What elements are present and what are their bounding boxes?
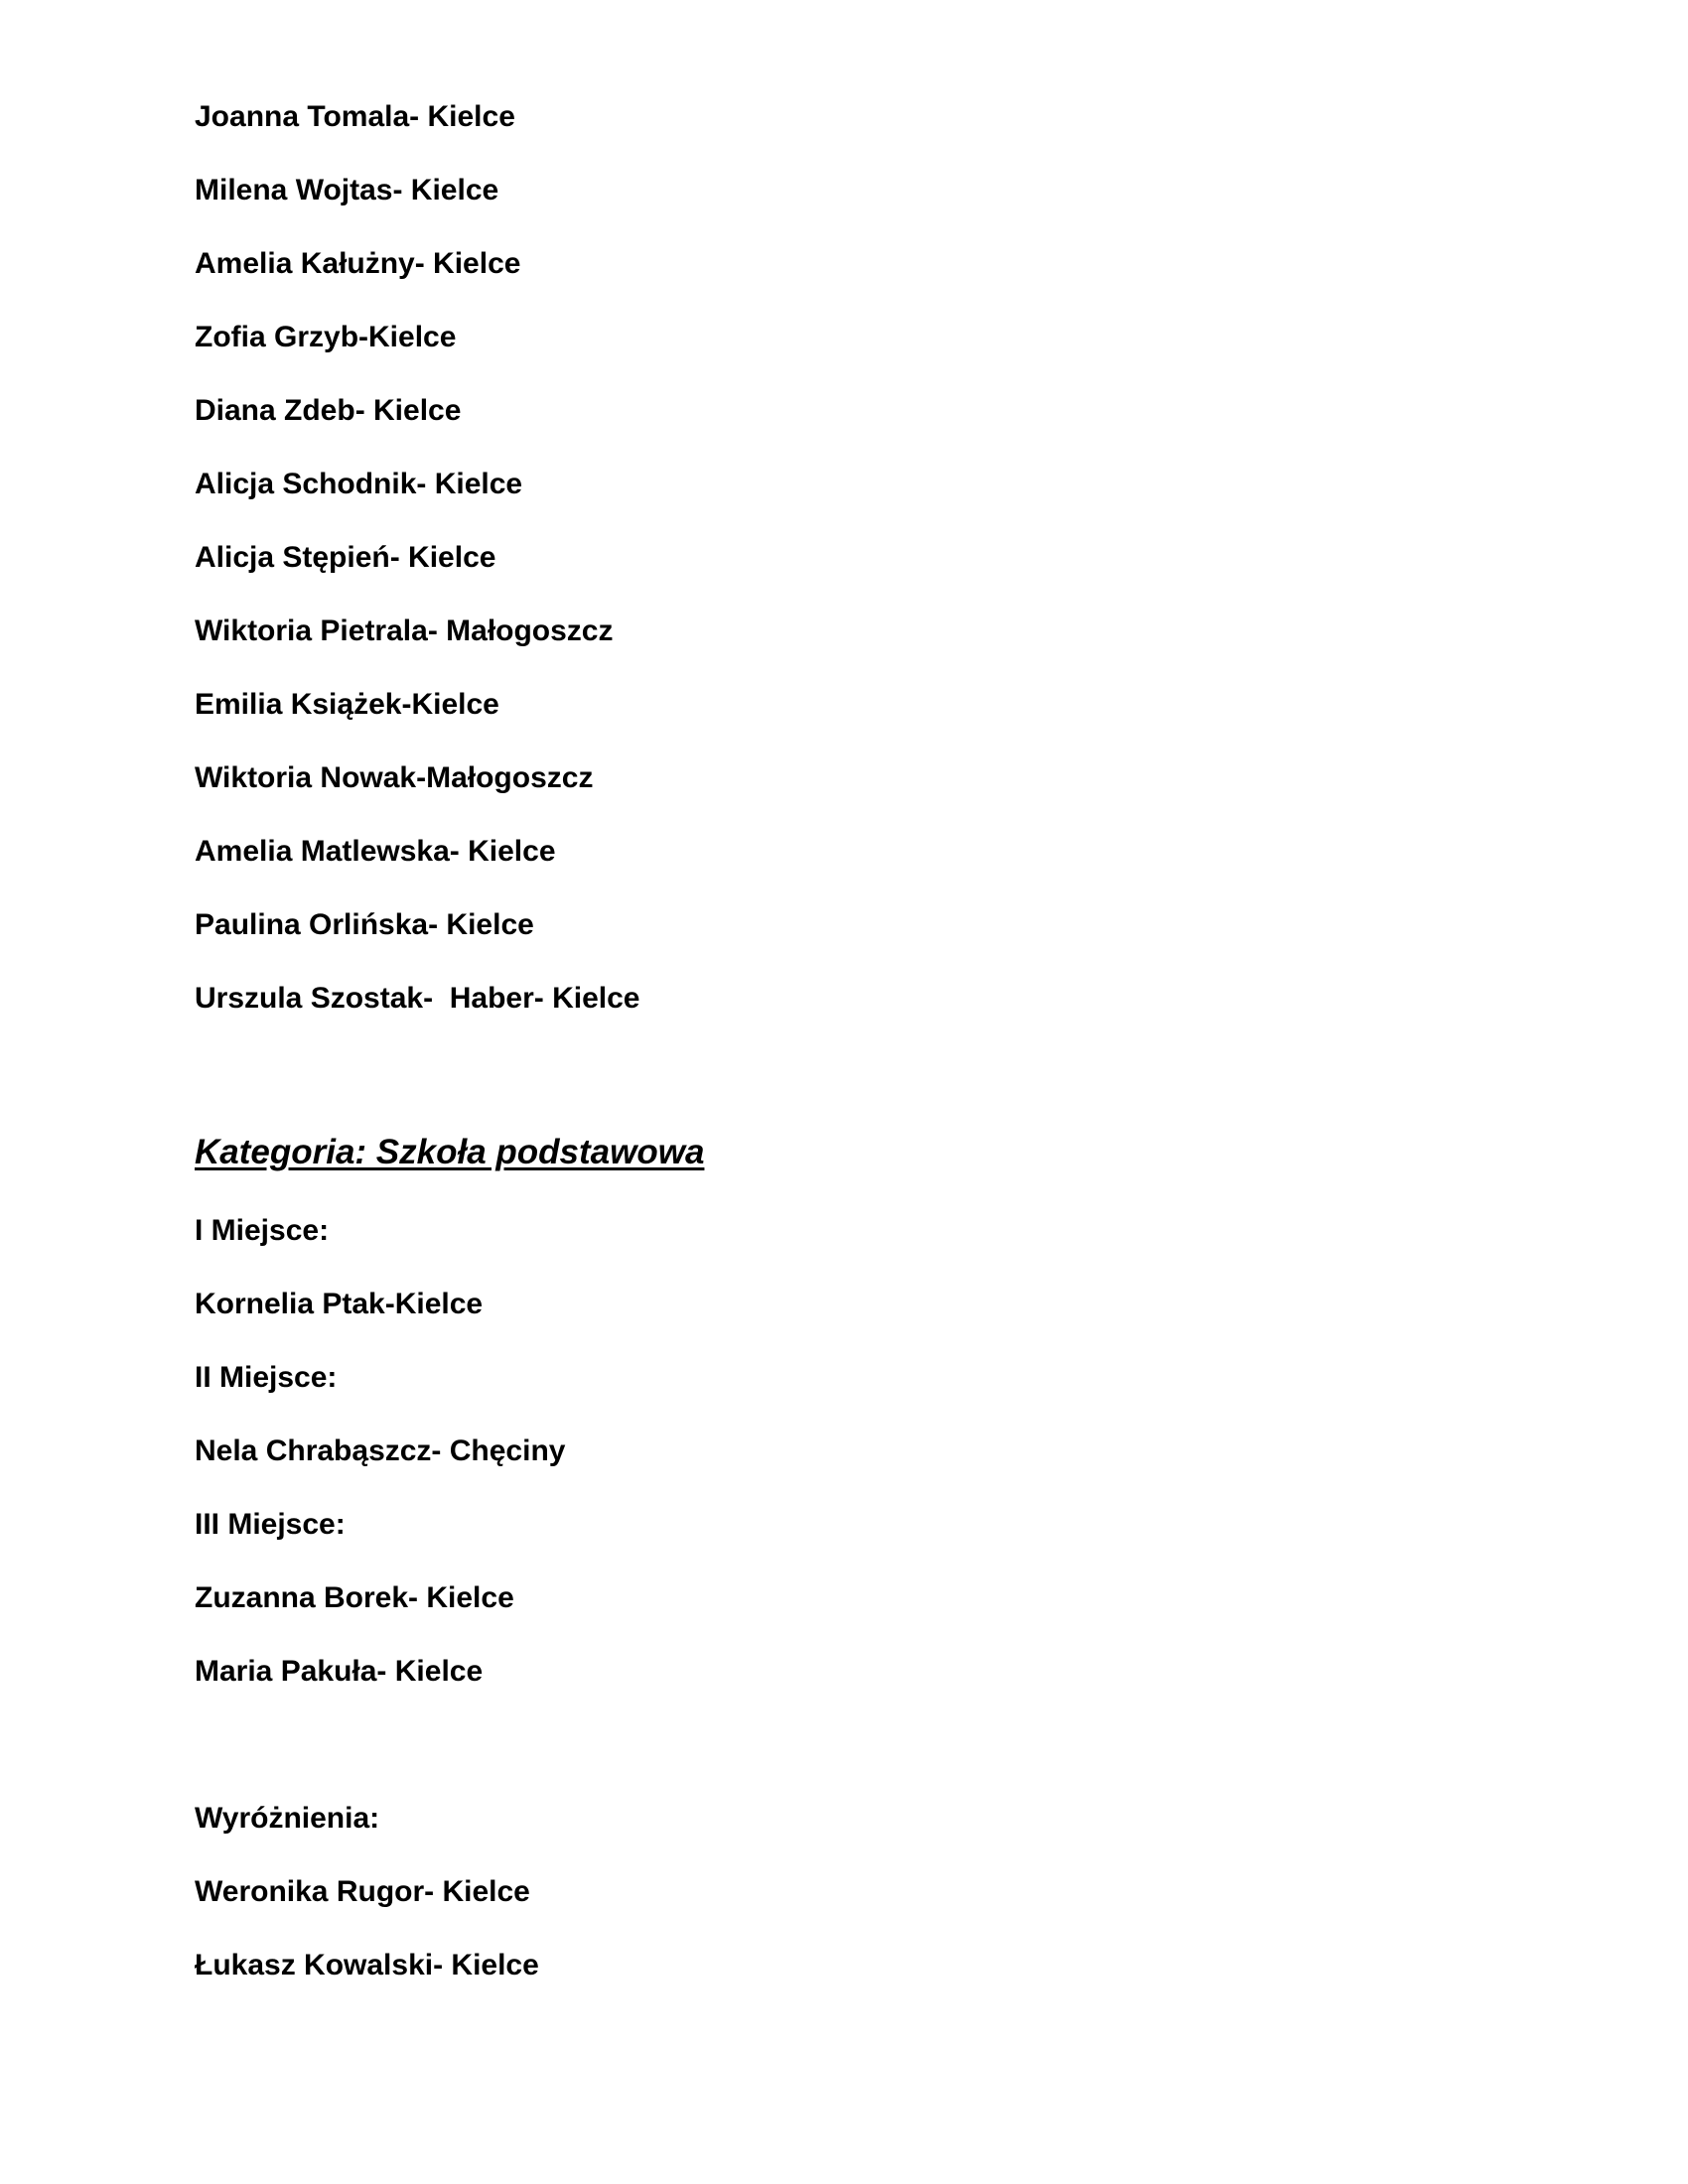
list-item: Paulina Orlińska- Kielce [195, 908, 534, 941]
third-place-label: III Miejsce: [195, 1508, 346, 1541]
list-item: Wiktoria Pietrala- Małogoszcz [195, 614, 614, 647]
honors-label: Wyróżnienia: [195, 1802, 380, 1835]
list-item: Joanna Tomala- Kielce [195, 100, 515, 133]
list-item: Emilia Książek-Kielce [195, 688, 499, 721]
list-item: Zuzanna Borek- Kielce [195, 1581, 514, 1614]
list-item: Wiktoria Nowak-Małogoszcz [195, 761, 594, 794]
list-item: Maria Pakuła- Kielce [195, 1655, 484, 1688]
list-item: Alicja Stępień- Kielce [195, 541, 496, 574]
list-item: Nela Chrabąszcz- Chęciny [195, 1434, 566, 1467]
first-place-label: I Miejsce: [195, 1214, 330, 1247]
list-item: Diana Zdeb- Kielce [195, 394, 462, 427]
list-item: Amelia Matlewska- Kielce [195, 835, 556, 868]
list-item: Łukasz Kowalski- Kielce [195, 1949, 539, 1981]
list-item: Amelia Kałużny- Kielce [195, 247, 521, 280]
list-item: Alicja Schodnik- Kielce [195, 468, 523, 500]
list-item: Kornelia Ptak-Kielce [195, 1288, 484, 1320]
list-item: Weronika Rugor- Kielce [195, 1875, 530, 1908]
section-heading: Kategoria: Szkoła podstawowa [195, 1133, 705, 1171]
list-item: Urszula Szostak- Haber- Kielce [195, 982, 640, 1015]
list-item: Zofia Grzyb-Kielce [195, 321, 457, 353]
second-place-label: II Miejsce: [195, 1361, 338, 1394]
list-item: Milena Wojtas- Kielce [195, 174, 499, 206]
